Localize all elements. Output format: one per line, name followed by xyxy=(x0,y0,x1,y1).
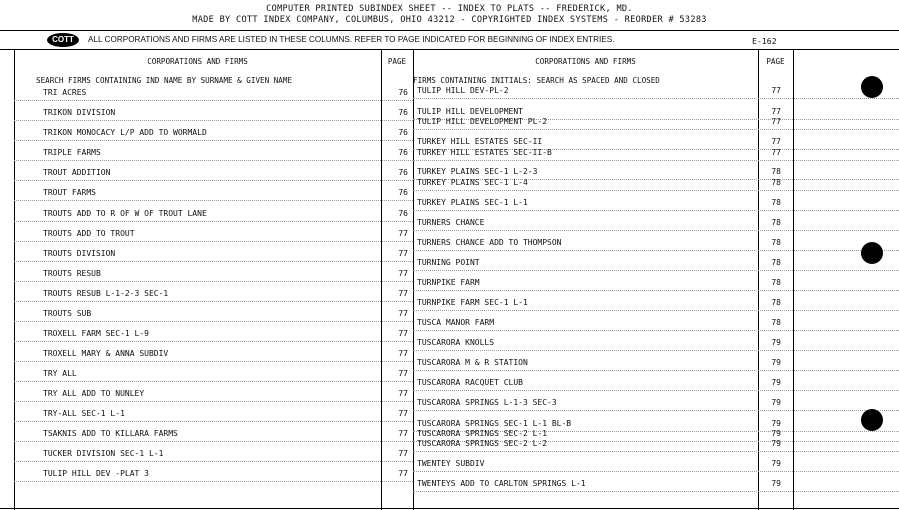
right-entry-name: TULIP HILL DEVELOPMENT xyxy=(417,107,523,116)
right-entry-page: 77 xyxy=(771,137,781,146)
right-entry-name: TUSCARORA SPRINGS SEC-1 L-1 BL-B xyxy=(417,419,572,428)
right-entry-page: 78 xyxy=(771,258,781,267)
right-entry-page: 79 xyxy=(771,358,781,367)
right-entry-name: TUSCARORA M & R STATION xyxy=(417,358,528,367)
right-entry-name: TWENTEY SUBDIV xyxy=(417,459,485,468)
row-rule xyxy=(14,481,413,482)
row-rule xyxy=(413,160,899,161)
left-entry-page: 77 xyxy=(398,329,408,338)
right-entry-page: 79 xyxy=(771,338,781,347)
left-entry-name: TRIPLE FARMS xyxy=(43,148,101,157)
binder-hole xyxy=(861,242,883,264)
sheet-number: E-162 xyxy=(752,36,777,46)
row-rule xyxy=(14,120,413,121)
row-rule xyxy=(14,461,413,462)
row-rule xyxy=(413,290,899,291)
top-rule xyxy=(0,30,899,31)
row-rule xyxy=(14,221,413,222)
header-title: COMPUTER PRINTED SUBINDEX SHEET -- INDEX TO PLATS -- FREDERICK, MD. xyxy=(266,4,633,14)
row-rule xyxy=(413,390,899,391)
left-entry-page: 77 xyxy=(398,289,408,298)
left-entry-page: 77 xyxy=(398,269,408,278)
header-rule xyxy=(0,49,899,50)
right-subheading: FIRMS CONTAINING INITIALS: SEARCH AS SPACED AND CLOSED xyxy=(413,76,660,85)
row-rule xyxy=(413,210,899,211)
right-entry-name: TUSCARORA SPRINGS SEC-2 L-2 xyxy=(417,439,548,448)
left-entry-name: TUCKER DIVISION SEC-1 L-1 xyxy=(43,449,164,458)
left-entry-page: 76 xyxy=(398,148,408,157)
left-subheading: SEARCH FIRMS CONTAINING IND NAME BY SURNAME & GIVEN NAME xyxy=(36,76,293,85)
left-entry-name: TROUTS ADD TO TROUT xyxy=(43,229,135,238)
right-entry-name: TURKEY PLAINS SEC-1 L-4 xyxy=(417,178,528,187)
left-entry-name: TROUT FARMS xyxy=(43,188,96,197)
right-column-heading: CORPORATIONS AND FIRMS xyxy=(535,57,636,66)
row-rule xyxy=(413,330,899,331)
left-entry-name: TRY ALL xyxy=(43,369,77,378)
right-entry-name: TUSCARORA SPRINGS L-1-3 SEC-3 xyxy=(417,398,557,407)
right-entry-name: TURKEY PLAINS SEC-1 L-2-3 xyxy=(417,167,538,176)
row-rule xyxy=(14,301,413,302)
right-entry-name: TWENTEYS ADD TO CARLTON SPRINGS L-1 xyxy=(417,479,586,488)
left-entry-name: TULIP HILL DEV -PLAT 3 xyxy=(43,469,149,478)
right-entry-page: 78 xyxy=(771,238,781,247)
right-entry-name: TURKEY PLAINS SEC-1 L-1 xyxy=(417,198,528,207)
row-rule xyxy=(14,441,413,442)
left-entry-name: TROUTS RESUB L-1-2-3 SEC-1 xyxy=(43,289,169,298)
left-entry-name: TROUT ADDITION xyxy=(43,168,111,177)
left-entry-name: TSAKNIS ADD TO KILLARA FARMS xyxy=(43,429,178,438)
left-entry-page: 77 xyxy=(398,229,408,238)
row-rule xyxy=(14,381,413,382)
right-entry-page: 78 xyxy=(771,318,781,327)
left-entry-page: 76 xyxy=(398,168,408,177)
left-entry-page: 77 xyxy=(398,309,408,318)
cott-logo: COTT xyxy=(47,33,79,47)
left-entry-name: TROUTS DIVISION xyxy=(43,249,116,258)
bottom-rule xyxy=(0,508,899,509)
row-rule xyxy=(413,350,899,351)
left-column-heading: CORPORATIONS AND FIRMS xyxy=(147,57,248,66)
left-entry-name: TROUTS SUB xyxy=(43,309,92,318)
row-rule xyxy=(413,310,899,311)
header-publisher: MADE BY COTT INDEX COMPANY, COLUMBUS, OHIO 43212 - COPYRIGHTED INDEX SYSTEMS - REORDER # 53283 xyxy=(192,15,707,25)
right-entry-page: 78 xyxy=(771,278,781,287)
row-rule xyxy=(14,140,413,141)
right-entry-page: 79 xyxy=(771,459,781,468)
left-entry-page: 76 xyxy=(398,88,408,97)
row-rule xyxy=(14,361,413,362)
left-entry-name: TROXELL FARM SEC-1 L-9 xyxy=(43,329,149,338)
binder-hole xyxy=(861,76,883,98)
right-entry-name: TURKEY HILL ESTATES SEC-II-B xyxy=(417,148,552,157)
right-entry-name: TUSCARORA SPRINGS SEC-2 L-1 xyxy=(417,429,548,438)
row-rule xyxy=(14,341,413,342)
left-entry-page: 77 xyxy=(398,249,408,258)
right-entry-page: 77 xyxy=(771,148,781,157)
left-entry-page: 77 xyxy=(398,429,408,438)
right-entry-page: 79 xyxy=(771,479,781,488)
left-entry-name: TROXELL MARY & ANNA SUBDIV xyxy=(43,349,169,358)
left-entry-page: 77 xyxy=(398,349,408,358)
right-entry-name: TUSCA MANOR FARM xyxy=(417,318,495,327)
left-entry-page: 76 xyxy=(398,188,408,197)
row-rule xyxy=(413,270,899,271)
row-rule xyxy=(14,200,413,201)
right-page-heading: PAGE xyxy=(766,57,785,66)
left-page-heading: PAGE xyxy=(387,57,407,66)
right-entry-name: TULIP HILL DEV-PL-2 xyxy=(417,86,509,95)
left-entry-name: TRY ALL ADD TO NUNLEY xyxy=(43,389,145,398)
right-entry-page: 78 xyxy=(771,198,781,207)
left-entry-page: 77 xyxy=(398,449,408,458)
right-entry-name: TULIP HILL DEVELOPMENT PL-2 xyxy=(417,117,548,126)
left-entry-name: TROUTS ADD TO R OF W OF TROUT LANE xyxy=(43,209,207,218)
row-rule xyxy=(14,281,413,282)
row-rule xyxy=(14,241,413,242)
row-rule xyxy=(413,451,899,452)
right-entry-page: 79 xyxy=(771,429,781,438)
left-entry-page: 77 xyxy=(398,369,408,378)
right-entry-page: 77 xyxy=(771,117,781,126)
left-entry-page: 76 xyxy=(398,209,408,218)
right-entry-page: 79 xyxy=(771,398,781,407)
right-entry-page: 78 xyxy=(771,298,781,307)
row-rule xyxy=(14,100,413,101)
right-entry-name: TURKEY HILL ESTATES SEC-II xyxy=(417,137,543,146)
row-rule xyxy=(413,491,899,492)
left-entry-page: 77 xyxy=(398,409,408,418)
row-rule xyxy=(14,160,413,161)
right-entry-name: TUSCARORA RACQUET CLUB xyxy=(417,378,523,387)
row-rule xyxy=(14,421,413,422)
right-entry-page: 79 xyxy=(771,419,781,428)
row-rule xyxy=(413,190,899,191)
right-entry-name: TURNERS CHANCE xyxy=(417,218,485,227)
left-entry-name: TROUTS RESUB xyxy=(43,269,101,278)
row-rule xyxy=(413,98,899,99)
right-entry-page: 79 xyxy=(771,439,781,448)
row-rule xyxy=(413,250,899,251)
row-rule xyxy=(14,261,413,262)
row-rule xyxy=(413,471,899,472)
row-rule xyxy=(413,230,899,231)
row-rule xyxy=(14,401,413,402)
right-entry-name: TURNPIKE FARM SEC-1 L-1 xyxy=(417,298,528,307)
left-entry-page: 76 xyxy=(398,108,408,117)
left-entry-name: TRY-ALL SEC-1 L-1 xyxy=(43,409,125,418)
right-entry-name: TURNERS CHANCE ADD TO THOMPSON xyxy=(417,238,562,247)
row-rule xyxy=(14,321,413,322)
row-rule xyxy=(413,370,899,371)
left-entry-page: 77 xyxy=(398,389,408,398)
left-entry-name: TRIKON DIVISION xyxy=(43,108,116,117)
right-entry-name: TURNPIKE FARM xyxy=(417,278,480,287)
left-entry-page: 76 xyxy=(398,128,408,137)
row-rule xyxy=(413,129,899,130)
right-entry-page: 77 xyxy=(771,107,781,116)
right-entry-name: TUSCARORA KNOLLS xyxy=(417,338,495,347)
right-entry-page: 77 xyxy=(771,86,781,95)
binder-hole xyxy=(861,409,883,431)
right-entry-page: 78 xyxy=(771,218,781,227)
right-entry-page: 79 xyxy=(771,378,781,387)
right-entry-page: 78 xyxy=(771,167,781,176)
notice-text: ALL CORPORATIONS AND FIRMS ARE LISTED IN THESE COLUMNS. REFER TO PAGE INDICATED FOR BEGINNING OF INDEX ENTRIES. xyxy=(88,35,615,44)
left-entry-name: TRIKON MONOCACY L/P ADD TO WORMALD xyxy=(43,128,207,137)
right-entry-page: 78 xyxy=(771,178,781,187)
right-entry-name: TURNING POINT xyxy=(417,258,480,267)
row-rule xyxy=(413,410,899,411)
left-entry-name: TRI ACRES xyxy=(43,88,87,97)
left-entry-page: 77 xyxy=(398,469,408,478)
row-rule xyxy=(14,180,413,181)
